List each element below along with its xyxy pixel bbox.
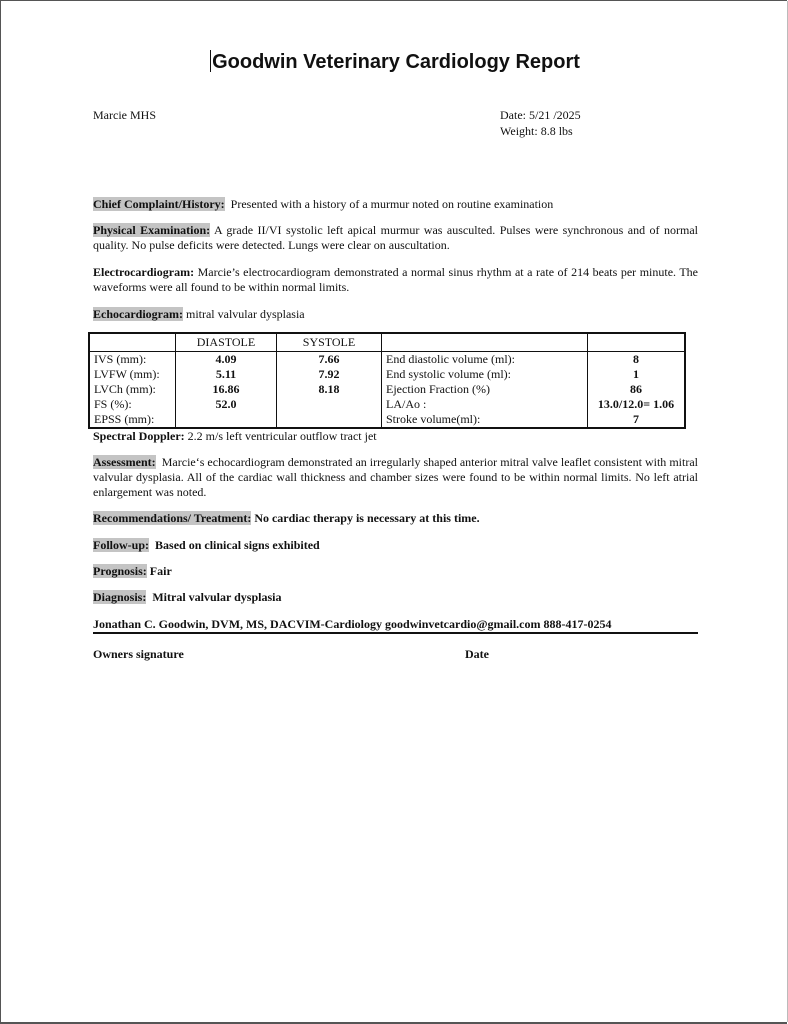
row-label: LVFW (mm): bbox=[94, 367, 160, 381]
row-label: IVS (mm): bbox=[94, 352, 147, 366]
physical-exam bbox=[93, 223, 698, 253]
diastole-value: 5.11 bbox=[176, 367, 277, 382]
chief-complaint bbox=[93, 197, 698, 212]
prognosis-label: Prognosis: bbox=[93, 564, 147, 578]
patient-weight: Weight: 8.8 lbs bbox=[500, 124, 573, 138]
chief-complaint-text: Presented with a history of a murmur noted on routine examination bbox=[230, 197, 554, 211]
table-header-row bbox=[89, 333, 685, 352]
systole-value bbox=[277, 397, 382, 412]
volume-value: 7 bbox=[588, 412, 686, 428]
physical-exam-label: Physical Examination: bbox=[93, 223, 211, 237]
volume-value: 13.0/12.0= 1.06 bbox=[588, 397, 686, 412]
signature-divider bbox=[93, 632, 698, 634]
systole-value: 8.18 bbox=[277, 382, 382, 397]
text-cursor bbox=[210, 50, 211, 72]
volume-label: End systolic volume (ml): bbox=[382, 367, 588, 382]
diagnosis bbox=[93, 590, 698, 605]
table-header-cell bbox=[588, 333, 686, 352]
echocardiogram bbox=[93, 307, 698, 322]
table-header-systole: SYSTOLE bbox=[277, 333, 382, 352]
row-label: LVCh (mm): bbox=[94, 382, 156, 396]
prognosis bbox=[93, 564, 698, 579]
doctor-signature-line: Jonathan C. Goodwin, DVM, MS, DACVIM-Cardiology goodwinvetcardio@gmail.com 888-417-0254 bbox=[93, 617, 612, 631]
echo-measurements-table bbox=[88, 332, 686, 429]
volume-label: Ejection Fraction (%) bbox=[382, 382, 588, 397]
volume-value: 86 bbox=[588, 382, 686, 397]
owner-signature-label: Owners signature bbox=[93, 647, 184, 661]
assessment-text: Marcie‘s echocardiogram demonstrated an irregularly shaped anterior mitral valve leaflet consistent with mitral valvular dysplasia. All of the cardiac wall thickness and chamber sizes were found to be within normal limits. No left atrial enlargement was noted. bbox=[93, 455, 698, 499]
signature-date-label: Date bbox=[465, 647, 489, 661]
spectral-doppler-text: 2.2 m/s left ventricular outflow tract jet bbox=[187, 429, 377, 443]
physical-exam-text: A grade II/VI systolic left apical murmur was ausculted. Pulses were synchronous and of normal quality. No pulse deficits were detected. Lungs were clear on auscultation. bbox=[93, 223, 698, 252]
electrocardiogram bbox=[93, 265, 698, 295]
spectral-doppler bbox=[93, 429, 698, 444]
recommendations-text: No cardiac therapy is necessary at this time. bbox=[254, 511, 480, 525]
volume-value: 1 bbox=[588, 367, 686, 382]
systole-value bbox=[277, 412, 382, 428]
row-label: FS (%): bbox=[94, 397, 132, 411]
diagnosis-text: Mitral valvular dysplasia bbox=[152, 590, 282, 604]
systole-value: 7.66 bbox=[277, 352, 382, 368]
table-row bbox=[89, 412, 685, 428]
assessment bbox=[93, 455, 698, 500]
volume-value: 8 bbox=[588, 352, 686, 368]
table-row bbox=[89, 382, 685, 397]
report-date: Date: 5/21 /2025 bbox=[500, 108, 581, 122]
follow-up bbox=[93, 538, 698, 553]
diagnosis-label: Diagnosis: bbox=[93, 590, 147, 604]
recommendations bbox=[93, 511, 698, 526]
prognosis-text: Fair bbox=[149, 564, 172, 578]
diastole-value: 4.09 bbox=[176, 352, 277, 368]
electrocardiogram-label: Electrocardiogram: bbox=[93, 265, 195, 279]
patient-name: Marcie MHS bbox=[93, 108, 156, 122]
report-title-line bbox=[1, 50, 788, 74]
follow-up-text: Based on clinical signs exhibited bbox=[155, 538, 320, 552]
table-header-cell bbox=[382, 333, 588, 352]
recommendations-label: Recommendations/ Treatment: bbox=[93, 511, 252, 525]
volume-label: End diastolic volume (ml): bbox=[382, 352, 588, 368]
diastole-value: 16.86 bbox=[176, 382, 277, 397]
report-title: Goodwin Veterinary Cardiology Report bbox=[212, 51, 580, 73]
row-label: EPSS (mm): bbox=[94, 412, 155, 426]
electrocardiogram-text: Marcie’s electrocardiogram demonstrated a normal sinus rhythm at a rate of 214 beats per minute. The waveforms were all found to be within normal limits. bbox=[93, 265, 699, 294]
chief-complaint-label: Chief Complaint/History: bbox=[93, 197, 225, 211]
table-header-cell bbox=[89, 333, 176, 352]
volume-label: LA/Ao : bbox=[382, 397, 588, 412]
echocardiogram-label: Echocardiogram: bbox=[93, 307, 183, 321]
volume-label: Stroke volume(ml): bbox=[382, 412, 588, 428]
follow-up-label: Follow-up: bbox=[93, 538, 150, 552]
spectral-doppler-label: Spectral Doppler: bbox=[93, 429, 185, 443]
diastole-value bbox=[176, 412, 277, 428]
systole-value: 7.92 bbox=[277, 367, 382, 382]
echocardiogram-text: mitral valvular dysplasia bbox=[185, 307, 305, 321]
diastole-value: 52.0 bbox=[176, 397, 277, 412]
table-row bbox=[89, 397, 685, 412]
assessment-label: Assessment: bbox=[93, 455, 156, 469]
table-row bbox=[89, 367, 685, 382]
table-row bbox=[89, 352, 685, 368]
table-header-diastole: DIASTOLE bbox=[176, 333, 277, 352]
